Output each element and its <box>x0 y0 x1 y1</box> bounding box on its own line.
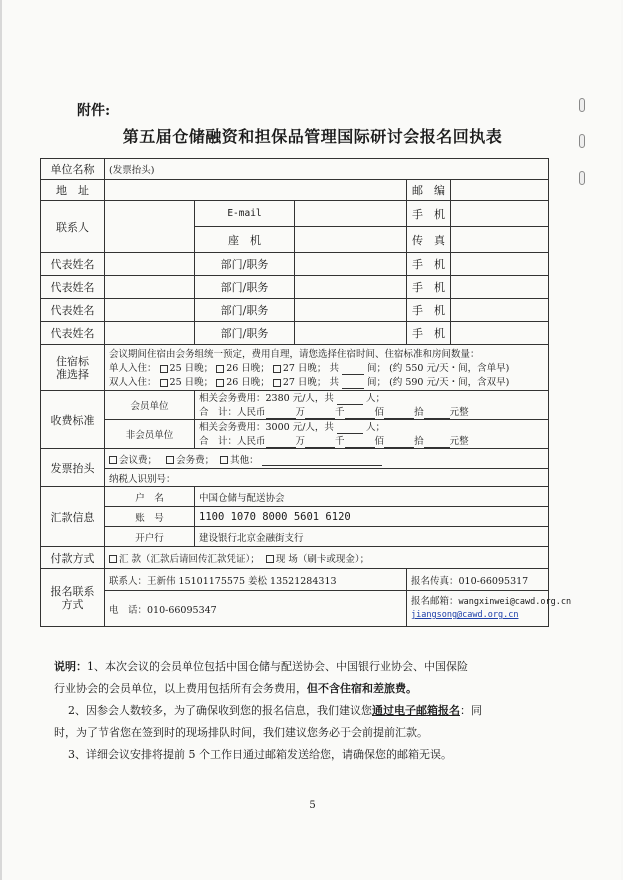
qian-label: 千 <box>335 407 345 418</box>
landline-label: 座 机 <box>195 227 295 253</box>
lodging-label <box>41 345 105 391</box>
reg-fax: 报名传真：010-66095317 <box>407 569 549 591</box>
total-rmb-label: 合 计：人民币 <box>199 436 266 447</box>
rep-mobile-label: 手 机 <box>407 322 451 345</box>
rep-mobile-label: 手 机 <box>407 276 451 299</box>
nonmember-fee-cell <box>195 420 549 449</box>
bai-label: 佰 <box>374 407 385 418</box>
notes-prefix: 说明： <box>54 660 87 673</box>
rep-name-label: 代表姓名 <box>41 322 105 345</box>
account-no-label: 账 号 <box>105 507 195 527</box>
contact-label: 联系人 <box>41 201 105 253</box>
nonmember-fee-text: 相关会务费用：3000 元/人，共 <box>199 422 334 433</box>
member-fee-cell <box>195 391 549 420</box>
rep-mobile-field[interactable] <box>451 253 549 276</box>
rep-dept-field[interactable] <box>295 322 407 345</box>
bank-name: 建设银行北京金融街支行 <box>195 527 549 547</box>
affairs-fee-label: 会务费； <box>176 454 215 466</box>
postcode-field[interactable] <box>451 180 549 201</box>
reg-label-line1: 报名联系 <box>50 584 95 598</box>
registration-form <box>40 158 572 627</box>
unit-name-field[interactable] <box>105 159 549 180</box>
single-25-checkbox[interactable] <box>160 365 168 373</box>
reg-email-label: 报名邮箱： <box>411 596 459 607</box>
reg-contact-label <box>41 569 105 627</box>
pay-onsite-label: 现 场（刷卡或现金）； <box>275 553 370 565</box>
attachment-label: 附件: <box>77 103 111 119</box>
rep-dept-label: 部门/职务 <box>195 276 295 299</box>
contact-mobile-field[interactable] <box>451 201 549 227</box>
fax-field[interactable] <box>451 227 549 253</box>
pay-remit-label: 汇 款（汇款后请回传汇款凭证）； <box>119 553 260 565</box>
wan-label: 万 <box>295 436 306 447</box>
other-input[interactable] <box>262 454 382 466</box>
wan-label: 万 <box>295 407 306 418</box>
fax-label: 传 真 <box>407 227 451 253</box>
page-number: 5 <box>309 800 316 811</box>
note-1a: 1、本次会议的会员单位包括中国仓储与配送协会、中国银行业协会、中国保险 <box>87 660 468 673</box>
bai-input[interactable] <box>345 434 375 448</box>
rep-dept-field[interactable] <box>295 299 407 322</box>
email-field[interactable] <box>295 201 407 227</box>
rep-name-field[interactable] <box>105 276 195 299</box>
lodging-intro: 会议期间住宿由会务组统一预定，费用自理，请您选择住宿时间、住宿标准和房间数量： <box>109 349 480 360</box>
reg-contacts: 联系人：王新伟 15101175575 姜松 13521284313 <box>105 569 407 591</box>
rep-name-field[interactable] <box>105 322 195 345</box>
night-27-label: 27 日晚； <box>282 363 327 374</box>
note-2b: ：同 <box>460 704 482 717</box>
rep-dept-label: 部门/职务 <box>195 322 295 345</box>
single-26-checkbox[interactable] <box>216 365 224 373</box>
address-label: 地 址 <box>41 180 105 201</box>
rep-name-field[interactable] <box>105 253 195 276</box>
rep-name-label: 代表姓名 <box>41 299 105 322</box>
people-label: 人； <box>365 422 385 433</box>
qian-label: 千 <box>335 436 345 447</box>
note-1-bold: 但不含住宿和差旅费。 <box>307 682 417 695</box>
contact-name-field[interactable] <box>105 201 195 253</box>
rooms-label: 间； <box>367 377 387 388</box>
tax-id-row[interactable] <box>105 469 549 487</box>
yuan-label: 元整 <box>449 407 469 418</box>
reg-email-1[interactable]: wangxinwei@cawd.org.cn <box>458 597 572 607</box>
rep-name-label: 代表姓名 <box>41 276 105 299</box>
reg-phone: 电 话：010-66095347 <box>105 591 407 627</box>
member-fee-text: 相关会务费用：2380 元/人，共 <box>199 393 334 404</box>
account-name: 中国仓储与配送协会 <box>195 487 549 507</box>
meeting-fee-label: 会议费； <box>119 454 158 466</box>
email-label: E-mail <box>195 201 295 227</box>
single-room-row <box>109 361 544 375</box>
rep-mobile-label: 手 机 <box>407 253 451 276</box>
night-26-label: 26 日晚； <box>226 363 270 374</box>
single-27-checkbox[interactable] <box>273 365 281 373</box>
note-1b: 行业协会的会员单位，以上费用包括所有会务费用， <box>54 682 307 695</box>
reg-email-cell <box>407 591 572 627</box>
binding-hole <box>579 98 585 112</box>
nonmember-count-input[interactable] <box>337 420 363 434</box>
double-room-row <box>109 375 544 389</box>
night-27-label: 27 日晚； <box>282 377 327 388</box>
double-27-checkbox[interactable] <box>273 379 281 387</box>
landline-field[interactable] <box>295 227 407 253</box>
page-title: 第五届仓储融资和担保品管理国际研讨会报名回执表 <box>122 127 503 146</box>
wan-input[interactable] <box>266 405 296 419</box>
rep-dept-label: 部门/职务 <box>195 299 295 322</box>
account-name-label: 户 名 <box>105 487 195 507</box>
contact-mobile-label: 手 机 <box>407 201 451 227</box>
bank-label: 开户行 <box>105 527 195 547</box>
address-field[interactable] <box>105 180 407 201</box>
rep-name-field[interactable] <box>105 299 195 322</box>
double-rooms-input[interactable] <box>342 375 364 389</box>
double-26-checkbox[interactable] <box>216 379 224 387</box>
other-label: 其他： <box>230 454 259 466</box>
rep-mobile-field[interactable] <box>451 276 549 299</box>
payment-label: 付款方式 <box>41 547 105 569</box>
lodging-options <box>105 345 549 391</box>
lodging-label-line2: 准选择 <box>56 367 89 381</box>
pay-remit-checkbox[interactable] <box>109 555 117 563</box>
double-label: 双人入住： <box>109 377 157 388</box>
rep-mobile-field[interactable] <box>451 322 549 345</box>
notes-section <box>54 656 574 766</box>
total-label: 共 <box>329 377 339 388</box>
rep-dept-field[interactable] <box>295 253 407 276</box>
night-25-label: 25 日晚； <box>169 363 214 374</box>
night-26-label: 26 日晚； <box>226 377 270 388</box>
total-rmb-label: 合 计：人民币 <box>199 407 266 418</box>
people-label: 人； <box>365 393 385 404</box>
night-25-label: 25 日晚； <box>169 377 214 388</box>
reg-email-2[interactable]: jiangsong@cawd.org.cn <box>411 610 519 620</box>
invoice-label: 发票抬头 <box>41 449 105 487</box>
double-25-checkbox[interactable] <box>160 379 168 387</box>
nonmember-label: 非会员单位 <box>105 420 195 449</box>
remit-label: 汇款信息 <box>41 487 105 547</box>
postcode-label: 邮 编 <box>407 180 451 201</box>
meeting-fee-checkbox[interactable] <box>109 456 117 464</box>
total-label: 共 <box>329 363 339 374</box>
note-2c: 时，为了节省您在签到时的现场排队时间，我们建议您务必于会前提前汇款。 <box>54 726 428 739</box>
yuan-input[interactable] <box>424 434 450 448</box>
rep-mobile-field[interactable] <box>451 299 549 322</box>
shi-input[interactable] <box>384 405 414 419</box>
unit-name-hint: (发票抬头) <box>109 165 155 176</box>
bai-input[interactable] <box>345 405 375 419</box>
note-2a: 2、因参会人数较多，为了确保收到您的报名信息，我们建议您 <box>68 704 372 717</box>
wan-input[interactable] <box>266 434 296 448</box>
invoice-options <box>105 449 549 469</box>
payment-options <box>105 547 549 569</box>
rooms-label: 间； <box>367 363 387 374</box>
shi-label: 拾 <box>414 436 424 447</box>
yuan-input[interactable] <box>424 405 450 419</box>
other-checkbox[interactable] <box>220 456 228 464</box>
shi-input[interactable] <box>384 434 414 448</box>
unit-name-label: 单位名称 <box>41 159 105 180</box>
bai-label: 佰 <box>374 436 385 447</box>
reg-label-line2: 方式 <box>61 597 84 611</box>
member-count-input[interactable] <box>337 391 363 405</box>
single-label: 单人入住： <box>109 363 157 374</box>
tax-id-label: 纳税人识别号： <box>109 473 176 485</box>
note-3: 3、详细会议安排将提前 5 个工作日通过邮箱发送给您，请确保您的邮箱无误。 <box>68 748 452 761</box>
member-label: 会员单位 <box>105 391 195 420</box>
lodging-label-line1: 住宿标 <box>56 354 89 368</box>
binding-hole <box>579 171 585 185</box>
rep-dept-label: 部门/职务 <box>195 253 295 276</box>
qian-input[interactable] <box>305 405 335 419</box>
rep-name-label: 代表姓名 <box>41 253 105 276</box>
qian-input[interactable] <box>305 434 335 448</box>
single-rooms-input[interactable] <box>342 361 364 375</box>
account-no: 1100 1070 8000 5601 6120 <box>195 507 549 527</box>
single-price: (约 550 元/天・间，含单早) <box>389 363 510 374</box>
rep-dept-field[interactable] <box>295 276 407 299</box>
shi-label: 拾 <box>414 407 424 418</box>
double-price: (约 590 元/天・间，含双早) <box>389 377 510 388</box>
fee-label: 收费标准 <box>41 391 105 449</box>
note-2-bold: 通过电子邮箱报名 <box>372 704 460 717</box>
rep-mobile-label: 手 机 <box>407 299 451 322</box>
affairs-fee-checkbox[interactable] <box>166 456 174 464</box>
yuan-label: 元整 <box>449 436 469 447</box>
pay-onsite-checkbox[interactable] <box>266 555 274 563</box>
